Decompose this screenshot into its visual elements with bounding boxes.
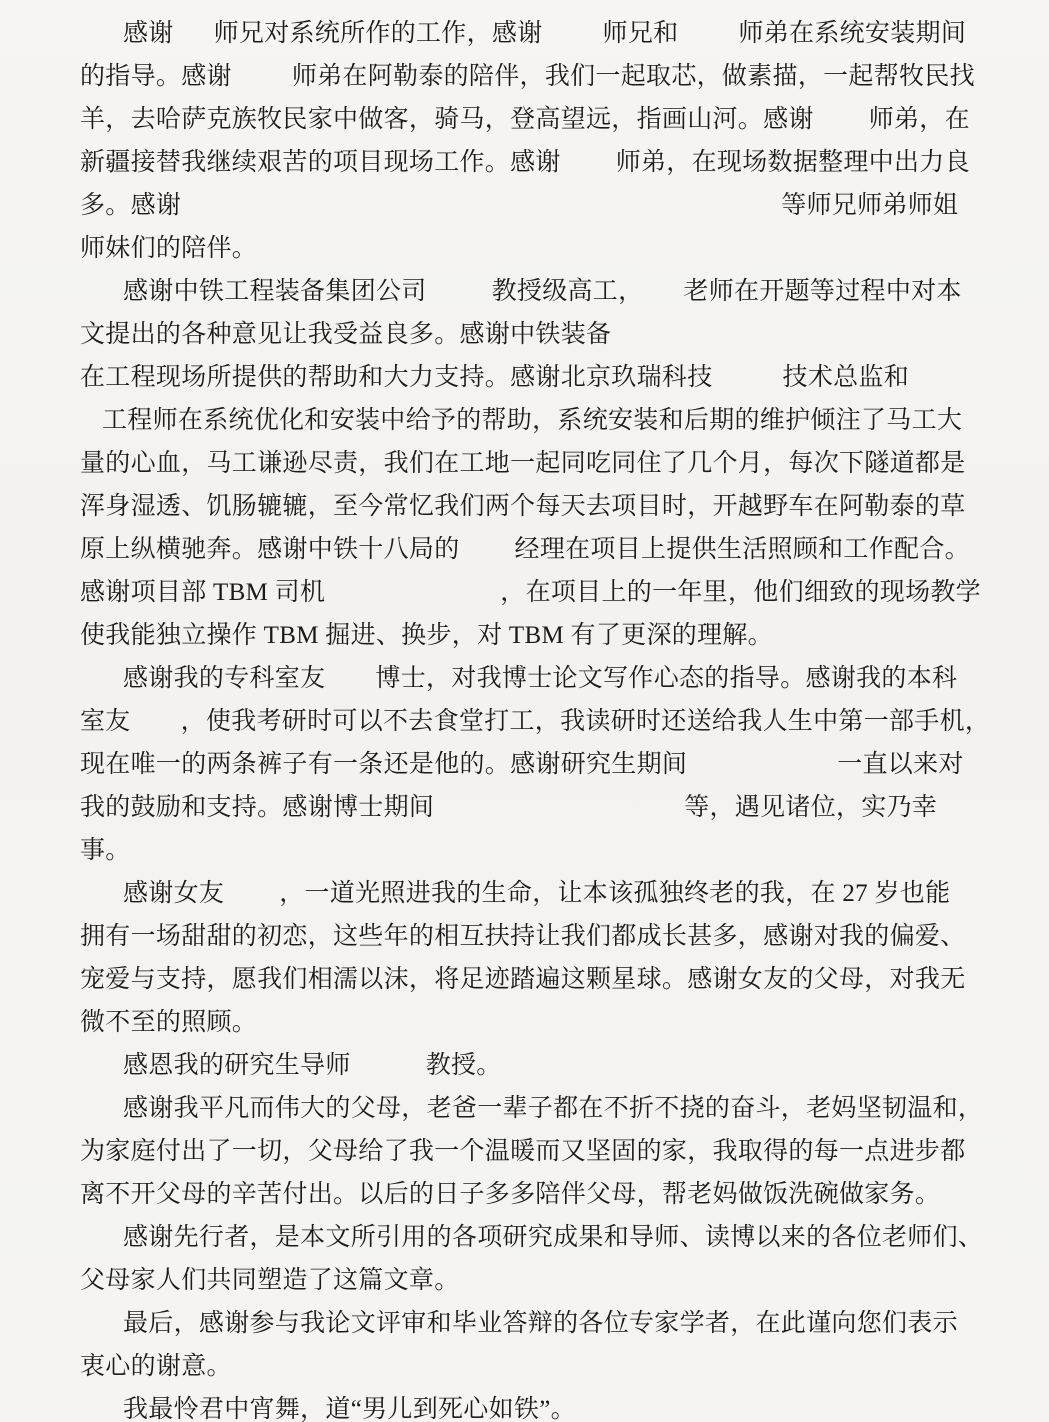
text-line — [80, 184, 985, 227]
text-segment: ，一道光照进我的生命，让本该孤独终老的我，在 27 岁也能 — [279, 880, 951, 907]
redacted-name-gap — [643, 292, 683, 294]
text-segment: 离不开父母的辛苦付出。以后的日子多多陪伴父母，帮老妈做饭洗碗做家务。 — [80, 1181, 941, 1208]
redacted-name-gap — [232, 77, 292, 79]
text-line — [80, 571, 985, 614]
text-line — [80, 1001, 985, 1044]
text-segment: 我的鼓励和支持。感谢博士期间 — [80, 794, 435, 821]
text-segment: 的指导。感谢 — [80, 63, 232, 90]
redacted-name-gap — [814, 120, 869, 122]
text-segment: 原上纵横驰奔。感谢中铁十八局的 — [80, 536, 460, 563]
redacted-name-gap — [543, 34, 603, 36]
text-segment: 衷心的谢意。 — [80, 1353, 232, 1380]
text-line — [80, 399, 985, 442]
text-segment: 师兄对系统所作的工作，感谢 — [213, 20, 543, 47]
acknowledgements-text — [80, 12, 991, 1422]
text-line — [80, 1087, 985, 1130]
text-line — [80, 958, 985, 1001]
text-segment: 文提出的各种意见让我受益良多。感谢中铁装备 — [80, 321, 612, 348]
text-segment: 宠爱与支持，愿我们相濡以沫，将足迹踏遍这颗星球。感谢女友的父母，对我无 — [80, 966, 966, 993]
text-line — [80, 1345, 985, 1388]
text-segment: 技术总监和 — [782, 364, 910, 391]
text-line — [80, 485, 985, 528]
text-segment: 师兄和 — [602, 20, 679, 47]
text-line — [80, 1388, 985, 1422]
text-line — [80, 743, 985, 786]
text-segment: 教授。 — [425, 1052, 502, 1079]
text-segment: 室友 — [80, 708, 131, 735]
redacted-name-gap — [460, 550, 515, 552]
text-segment: ，在项目上的一年里，他们细致的现场教学 — [500, 579, 981, 606]
text-segment: 师弟在系统安装期间 — [738, 20, 967, 47]
redacted-name-gap — [224, 894, 279, 896]
text-segment: 工程师在系统优化和安装中给予的帮助，系统安装和后期的维护倾注了马工大 — [102, 407, 963, 434]
redacted-name-gap — [434, 808, 684, 810]
text-line — [80, 657, 985, 700]
text-segment: 师妹们的陪伴。 — [80, 235, 258, 262]
redacted-name-gap — [174, 34, 214, 36]
text-line — [80, 700, 991, 743]
text-segment: 新疆接替我继续艰苦的项目现场工作。感谢 — [80, 149, 561, 176]
text-segment: 一直以来对 — [837, 751, 964, 778]
text-segment: 感谢中铁工程装备集团公司 — [123, 278, 427, 305]
text-line — [80, 356, 985, 399]
text-segment: 事。 — [80, 837, 131, 864]
redacted-name-gap — [325, 679, 375, 681]
text-segment: 经理在项目上提供生活照顾和工作配合。 — [514, 536, 970, 563]
text-segment: 微不至的照顾。 — [80, 1009, 258, 1036]
text-segment: ，使我考研时可以不去食堂打工，我读研时还送给我人生中第一部手机， — [180, 708, 991, 735]
text-segment: 浑身湿透、饥肠辘辘，至今常忆我们两个每天去项目时，开越野车在阿勒泰的草 — [80, 493, 966, 520]
redacted-name-gap — [325, 593, 500, 595]
text-line — [80, 1130, 985, 1173]
redacted-name-gap — [687, 765, 837, 767]
text-line — [80, 141, 985, 184]
text-segment: 我最怜君中宵舞，道“男儿到死心如铁”。 — [123, 1396, 576, 1422]
text-segment: 使我能独立操作 TBM 掘进、换步，对 TBM 有了更深的理解。 — [80, 622, 773, 649]
redacted-name-gap — [678, 34, 738, 36]
text-segment: 在工程现场所提供的帮助和大力支持。感谢北京玖瑞科技 — [80, 364, 713, 391]
text-line — [80, 872, 985, 915]
text-line — [80, 55, 985, 98]
text-segment: 等师兄师弟师姐 — [781, 192, 959, 219]
text-line — [80, 915, 985, 958]
text-segment: 教授级高工， — [491, 278, 644, 305]
text-segment: 为家庭付出了一切，父母给了我一个温暖而又坚固的家，我取得的每一点进步都 — [80, 1138, 966, 1165]
text-segment: 师弟在阿勒泰的陪伴，我们一起取芯，做素描，一起帮牧民找 — [291, 63, 975, 90]
redacted-name-gap — [427, 292, 492, 294]
text-line — [80, 1173, 985, 1216]
text-segment: 感谢女友 — [123, 880, 225, 907]
text-segment: 老师在开题等过程中对本 — [683, 278, 962, 305]
text-segment: 博士，对我博士论文写作心态的指导。感谢我的本科 — [375, 665, 958, 692]
text-line — [80, 1259, 985, 1302]
text-segment: 感谢我的专科室友 — [123, 665, 326, 692]
text-line — [80, 98, 985, 141]
text-segment: 现在唯一的两条裤子有一条还是他的。感谢研究生期间 — [80, 751, 688, 778]
text-segment: 多。感谢 — [80, 192, 182, 219]
text-segment: 感谢项目部 TBM 司机 — [80, 579, 326, 606]
text-line — [80, 313, 985, 356]
text-line — [80, 270, 985, 313]
redacted-name-gap — [351, 1066, 426, 1068]
text-segment: 最后，感谢参与我论文评审和毕业答辩的各位专家学者，在此谨向您们表示 — [123, 1310, 958, 1337]
text-segment: 感恩我的研究生导师 — [123, 1052, 351, 1079]
redacted-name-gap — [181, 206, 781, 208]
text-line — [80, 227, 985, 270]
redacted-name-gap — [131, 722, 181, 724]
text-line — [80, 614, 985, 657]
text-segment: 量的心血，马工谦逊尽责，我们在工地一起同吃同住了几个月，每次下隧道都是 — [80, 450, 966, 477]
text-line — [80, 786, 985, 829]
text-segment: 感谢 — [123, 20, 174, 47]
redacted-name-gap — [713, 378, 783, 380]
redacted-name-gap — [561, 163, 616, 165]
text-segment: 师弟，在 — [868, 106, 970, 133]
text-segment: 拥有一场甜甜的初恋，这些年的相互扶持让我们都成长甚多，感谢对我的偏爱、 — [80, 923, 966, 950]
text-line — [80, 829, 985, 872]
text-line — [80, 1044, 985, 1087]
text-segment: 师弟，在现场数据整理中出力良 — [615, 149, 970, 176]
text-line — [80, 528, 985, 571]
text-segment: 感谢我平凡而伟大的父母，老爸一辈子都在不折不挠的奋斗，老妈坚韧温和， — [123, 1095, 984, 1122]
text-segment: 等，遇见诸位，实乃幸 — [684, 794, 938, 821]
text-line — [80, 12, 985, 55]
text-line — [80, 1216, 985, 1259]
text-segment: 感谢先行者，是本文所引用的各项研究成果和导师、读博以来的各位老师们、 — [123, 1224, 984, 1251]
text-segment: 羊，去哈萨克族牧民家中做客，骑马，登高望远，指画山河。感谢 — [80, 106, 814, 133]
text-segment: 父母家人们共同塑造了这篇文章。 — [80, 1267, 460, 1294]
text-line — [80, 442, 985, 485]
text-line — [80, 1302, 985, 1345]
